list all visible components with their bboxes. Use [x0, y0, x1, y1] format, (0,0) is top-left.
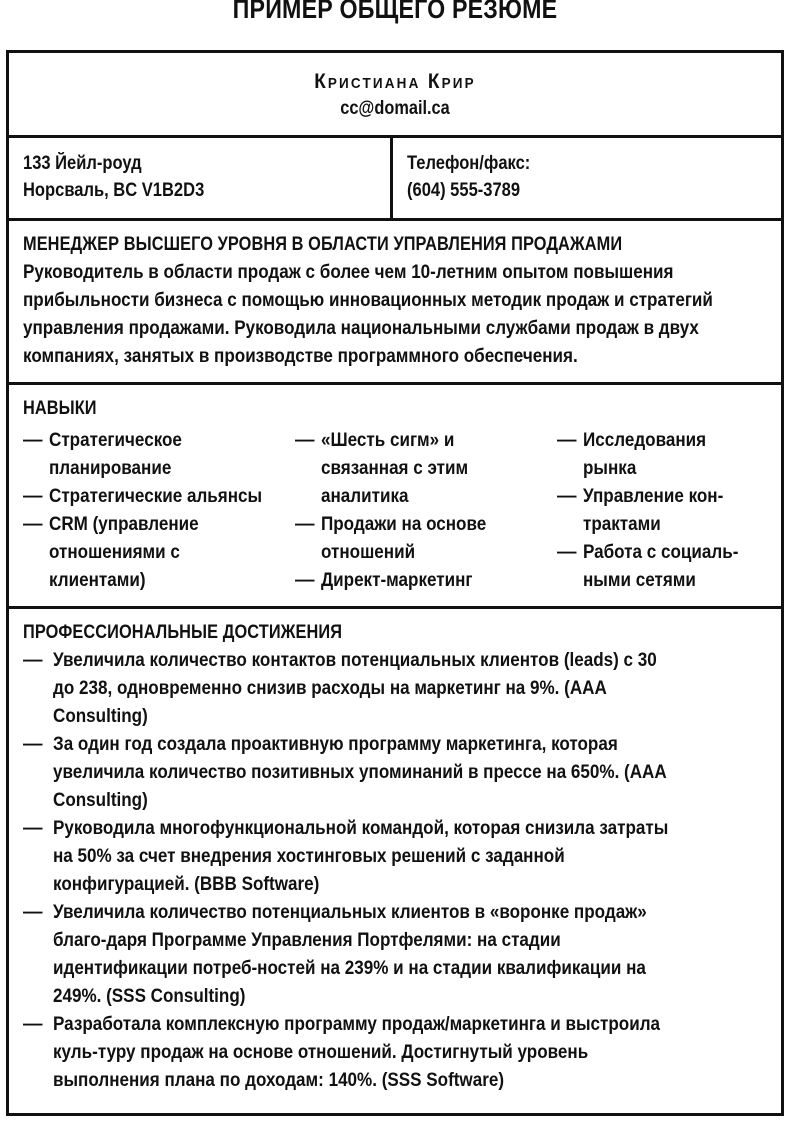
phone-label: Телефон/факс:: [407, 153, 531, 174]
achievements-heading: ПРОФЕССИОНАЛЬНЫЕ ДОСТИЖЕНИЯ: [23, 622, 343, 643]
phone-cell: [393, 138, 781, 218]
resume-frame: [6, 50, 784, 1116]
contact-row: [9, 138, 781, 221]
em-dash-bullet-icon: —: [557, 429, 577, 451]
skill-item: [557, 426, 767, 482]
candidate-email[interactable]: cc@domail.ca: [340, 98, 450, 119]
skill-item: [23, 426, 295, 482]
skills-columns: [23, 426, 767, 594]
skill-item: [23, 482, 295, 510]
achievement-item: [23, 1010, 767, 1094]
skill-item: [295, 510, 557, 566]
em-dash-bullet-icon: —: [557, 485, 577, 507]
skills-column-2: [295, 426, 557, 594]
em-dash-bullet-icon: —: [23, 733, 43, 755]
address-line-2: Норсваль, BC V1B2D3: [23, 180, 205, 201]
address-line-1: 133 Йейл-роуд: [23, 153, 142, 174]
skill-label: Исследования рынка: [583, 429, 707, 479]
resume-header: [9, 53, 781, 138]
skill-label: Управление кон-трактами: [583, 485, 724, 535]
achievement-item: [23, 898, 767, 1010]
skill-item: [557, 538, 767, 594]
em-dash-bullet-icon: —: [23, 485, 43, 507]
skill-item: [295, 426, 557, 510]
achievement-item: [23, 646, 767, 730]
achievements-section: [9, 609, 781, 1106]
skills-column-1: [23, 426, 295, 594]
summary-heading: МЕНЕДЖЕР ВЫСШЕГО УРОВНЯ В ОБЛАСТИ УПРАВЛЕНИЯ ПРОДАЖАМИ: [23, 234, 623, 255]
address-cell: [9, 138, 393, 218]
achievement-text: Разработала комплексную программу продаж/маркетинга и выстроила куль-туру продаж на основе отношений. Достигнутый уровень выполнения плана по доходам: 140%. (SSS Software): [53, 1013, 661, 1091]
em-dash-bullet-icon: —: [23, 429, 43, 451]
skill-label: Директ-маркетинг: [321, 569, 473, 591]
skill-item: [295, 566, 557, 594]
em-dash-bullet-icon: —: [295, 429, 315, 451]
skill-item: [557, 482, 767, 538]
achievements-list: [23, 646, 767, 1094]
achievement-item: [23, 730, 767, 814]
achievement-text: Руководила многофункциональной командой, которая снизила затраты на 50% за счет внедрения хостинговых решений с заданной конфигурацией. (BBB Software): [53, 817, 669, 895]
skill-label: Работа с социаль-ными сетями: [583, 541, 739, 591]
skill-label: Стратегические альянсы: [49, 485, 263, 507]
phone-value[interactable]: (604) 555-3789: [407, 180, 521, 201]
skill-label: Стратегическое планирование: [49, 429, 182, 479]
em-dash-bullet-icon: —: [23, 649, 43, 671]
skill-label: CRM (управление отношениями с клиентами): [49, 513, 199, 591]
skill-item: [23, 510, 295, 594]
achievement-text: За один год создала проактивную программу маркетинга, которая увеличила количество позитивных упоминаний в прессе на 650%. (AAA Consulting): [53, 733, 667, 811]
summary-section: [9, 221, 781, 385]
skill-label: Продажи на основе отношений: [321, 513, 487, 563]
em-dash-bullet-icon: —: [23, 513, 43, 535]
em-dash-bullet-icon: —: [23, 817, 43, 839]
em-dash-bullet-icon: —: [295, 569, 315, 591]
skills-heading: НАВЫКИ: [23, 398, 97, 419]
document-title: ПРИМЕР ОБЩЕГО РЕЗЮМЕ: [232, 0, 558, 24]
achievement-text: Увеличила количество потенциальных клиентов в «воронке продаж» благо-даря Программе Управления Портфелями: на стадии идентификации потреб-ностей на 239% и на стадии квалификации на 249%. (SSS Consulting): [53, 901, 647, 1007]
candidate-name: Кристиана Крир: [314, 70, 476, 93]
achievement-item: [23, 814, 767, 898]
em-dash-bullet-icon: —: [23, 1013, 43, 1035]
skill-label: «Шесть сигм» и связанная с этим аналитика: [321, 429, 469, 507]
em-dash-bullet-icon: —: [23, 901, 43, 923]
em-dash-bullet-icon: —: [557, 541, 577, 563]
skills-column-3: [557, 426, 767, 594]
summary-text: Руководитель в области продаж с более чем 10-летним опытом повышения прибыльности бизнеса с помощью инновационных методик продаж и стратегий управления продажами. Руководила национальными службами продаж в двух компаниях, занятых в производстве программного обеспечения.: [23, 261, 713, 367]
achievement-text: Увеличила количество контактов потенциальных клиентов (leads) с 30 до 238, одновременно снизив расходы на маркетинг на 9%. (AAA Consulting): [53, 649, 657, 727]
em-dash-bullet-icon: —: [295, 513, 315, 535]
skills-section: [9, 385, 781, 609]
